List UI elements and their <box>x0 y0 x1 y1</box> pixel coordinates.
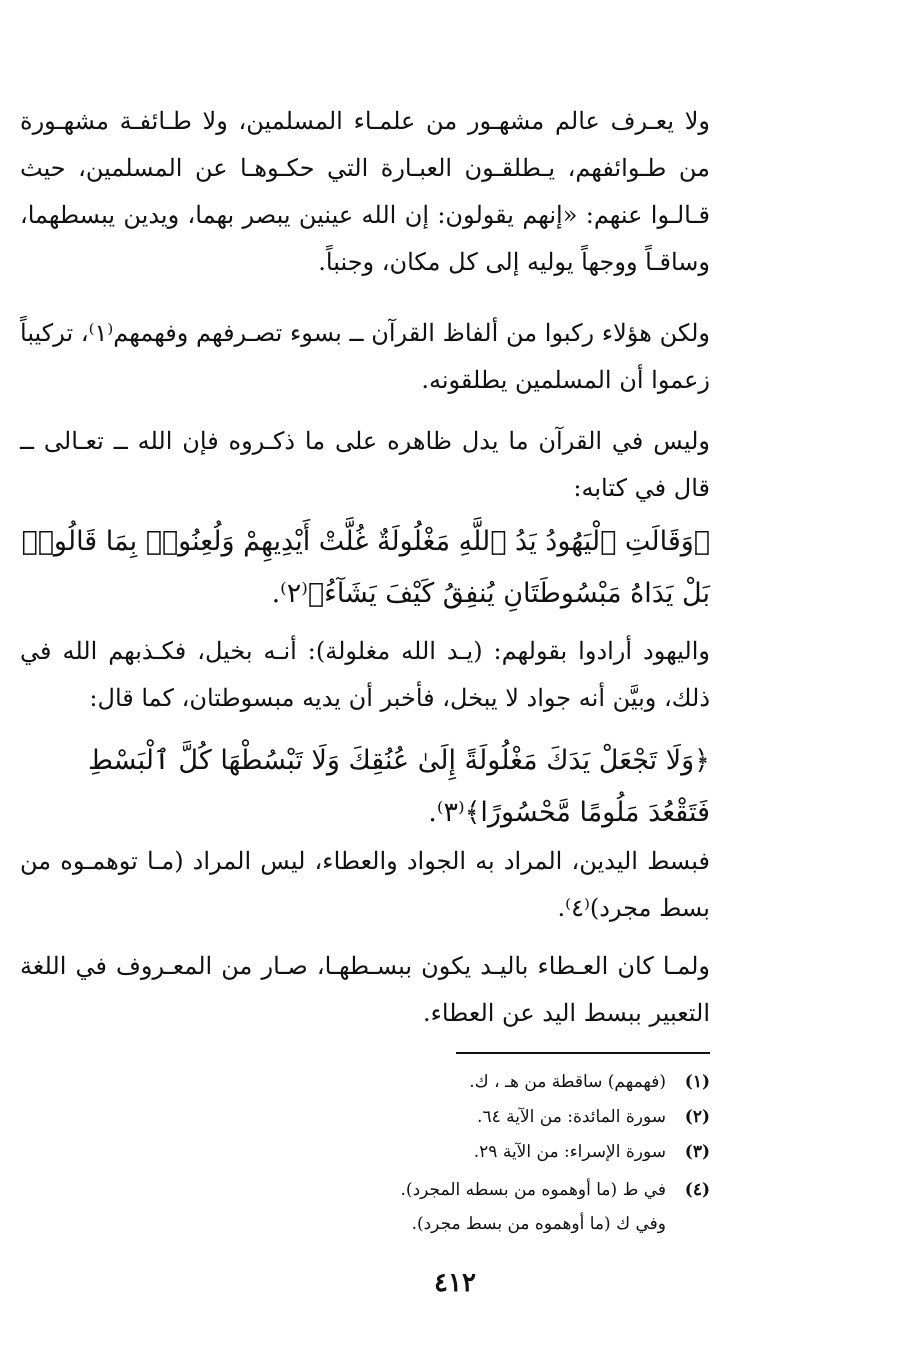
footnote-text: سورة الإسراء: من الآية ٢٩. <box>473 1142 666 1162</box>
footnote-text: في ط (ما أوهموه من بسطه المجرد). <box>400 1180 666 1200</box>
footnote-number: (٢) <box>684 1107 710 1127</box>
paragraph-3: وليس في القرآن ما يدل ظاهره على ما ذكـروه فإن الله ــ تعـالى ــ قال في كتابه: <box>20 427 710 502</box>
footnote-1 <box>200 1064 710 1100</box>
footnote-text: وفي ك (ما أوهموه من بسط مجرد). <box>411 1214 666 1234</box>
footnote-2 <box>200 1099 710 1135</box>
footnote-3 <box>200 1134 710 1170</box>
footnote-4-continued <box>200 1206 710 1242</box>
footnote-number: (٤) <box>684 1180 710 1200</box>
footnote-separator <box>456 1052 710 1054</box>
footnote-4 <box>200 1172 710 1208</box>
page-number: ٤١٢ <box>434 1268 476 1298</box>
footnote-number: (١) <box>684 1072 710 1092</box>
paragraph-5: فبسط اليدين، المراد به الجواد والعطاء، ليس المراد (مـا توهمـوه من بسط مجرد)⁽٤⁾. <box>20 847 710 922</box>
paragraph-1: ولا يعـرف عالم مشهـور من علمـاء المسلمين، ولا طـائفـة مشهـورة من طـوائفهم، يـطلقـون العبـارة التي حكـوهـا عن المسلمين، حيث قـالـوا عنهم: «إنهم يقولون: إن الله عينين يبصر بهما، ويدين يبسطهما، وساقـاً ووجهاً يوليه إلى كل مكان، وجنباً. <box>20 107 710 276</box>
footnote-text: سورة المائدة: من الآية ٦٤. <box>477 1107 666 1127</box>
footnote-text: (فهمهم) ساقطة من هـ ، ك. <box>469 1072 666 1092</box>
paragraph-6: ولمـا كان العـطاء باليـد يكون ببسـطهـا، صـار من المعـروف في اللغة التعبير ببسط اليد عن العطاء. <box>20 952 710 1027</box>
quran-verse-2: ﴿وَلَا تَجْعَلْ يَدَكَ مَغْلُولَةً إِلَىٰ عُنُقِكَ وَلَا تَبْسُطْهَا كُلَّ ٱلْبَسْطِ فَتَقْعُدَ مَلُومًا مَّحْسُورًا﴾⁽٣⁾. <box>87 745 710 828</box>
footnote-number: (٣) <box>684 1142 710 1162</box>
paragraph-2: ولكن هؤلاء ركبوا من ألفاظ القرآن ــ بسوء تصـرفهم وفهمهم⁽١⁾، تركيباً زعموا أن المسلمين يطلقونه. <box>20 319 710 394</box>
quran-verse-1: ﴿وَقَالَتِ ٱلْيَهُودُ يَدُ ٱللَّهِ مَغْلُولَةٌ غُلَّتْ أَيْدِيهِمْ وَلُعِنُوا۟ بِمَا قَالُوا۟ بَلْ يَدَاهُ مَبْسُوطَتَانِ يُنفِقُ كَيْفَ يَشَآءُ﴾⁽٢⁾. <box>21 526 710 609</box>
paragraph-4: واليهود أرادوا بقولهم: (يـد الله مغلولة): أنـه بخيل، فكـذبهم الله في ذلك، وبيَّن أنه جواد لا يبخل، فأخبر أن يديه مبسوطتان، كما قال: <box>20 637 710 712</box>
